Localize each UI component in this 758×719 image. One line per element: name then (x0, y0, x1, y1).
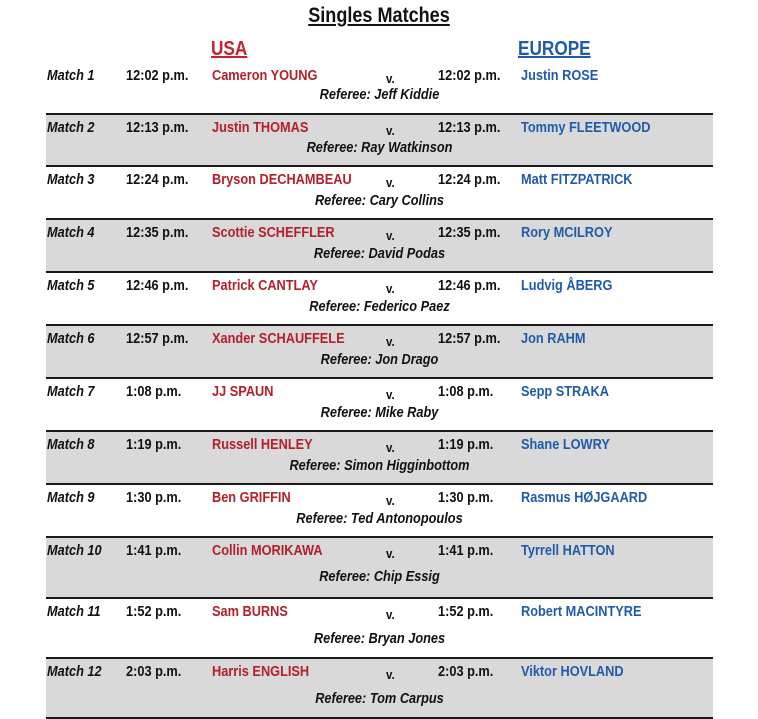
match-row (46, 167, 713, 220)
europe-player-name: Rory MCILROY (521, 225, 613, 241)
match-number: Match 12 (47, 664, 102, 680)
referee-label: Referee: Mike Raby (320, 405, 439, 421)
page-title: Singles Matches (308, 4, 450, 27)
europe-player-name: Viktor HOVLAND (521, 664, 624, 680)
match-number: Match 9 (47, 490, 95, 506)
usa-tee-time: 1:19 p.m. (126, 437, 182, 453)
versus-label: v. (386, 440, 395, 455)
usa-player-name: Xander SCHAUFFELE (212, 331, 345, 347)
europe-tee-time: 12:57 p.m. (438, 331, 501, 347)
europe-player-name: Tyrrell HATTON (521, 543, 615, 559)
versus-label: v. (386, 228, 395, 243)
europe-player-name: Matt FITZPATRICK (521, 172, 633, 188)
versus-label: v. (386, 123, 395, 138)
europe-tee-time: 1:52 p.m. (438, 604, 494, 620)
europe-player-name: Sepp STRAKA (521, 384, 609, 400)
match-row (46, 538, 713, 599)
match-row (46, 220, 713, 273)
versus-label: v. (386, 493, 395, 508)
usa-tee-time: 12:57 p.m. (126, 331, 189, 347)
referee-label: Referee: Tom Carpus (315, 691, 444, 707)
match-row (46, 273, 713, 326)
usa-tee-time: 1:08 p.m. (126, 384, 182, 400)
usa-player-name: Patrick CANTLAY (212, 278, 318, 294)
match-row (46, 326, 713, 379)
europe-player-name: Justin ROSE (521, 68, 599, 84)
versus-label: v. (386, 387, 395, 402)
usa-tee-time: 1:30 p.m. (126, 490, 182, 506)
europe-tee-time: 12:24 p.m. (438, 172, 501, 188)
europe-player-name: Tommy FLEETWOOD (521, 120, 651, 136)
europe-tee-time: 2:03 p.m. (438, 664, 494, 680)
europe-player-name: Jon RAHM (521, 331, 586, 347)
match-row (46, 599, 713, 659)
referee-label: Referee: Chip Essig (319, 569, 440, 585)
usa-tee-time: 12:13 p.m. (126, 120, 189, 136)
versus-label: v. (386, 71, 395, 86)
match-number: Match 11 (47, 604, 101, 620)
match-number: Match 1 (47, 68, 95, 84)
match-number: Match 3 (47, 172, 95, 188)
versus-label: v. (386, 175, 395, 190)
match-row (46, 485, 713, 538)
usa-player-name: Collin MORIKAWA (212, 543, 323, 559)
match-number: Match 2 (47, 120, 95, 136)
europe-tee-time: 12:46 p.m. (438, 278, 501, 294)
versus-label: v. (386, 334, 395, 349)
usa-tee-time: 2:03 p.m. (126, 664, 182, 680)
team-usa-heading: USA (211, 38, 248, 60)
usa-tee-time: 12:35 p.m. (126, 225, 189, 241)
versus-label: v. (386, 667, 395, 682)
usa-tee-time: 12:02 p.m. (126, 68, 189, 84)
europe-player-name: Rasmus HØJGAARD (521, 490, 648, 506)
team-europe-heading: EUROPE (518, 38, 591, 60)
usa-player-name: Justin THOMAS (212, 120, 309, 136)
versus-label: v. (386, 546, 395, 561)
europe-tee-time: 1:08 p.m. (438, 384, 494, 400)
usa-player-name: JJ SPAUN (212, 384, 274, 400)
europe-tee-time: 12:02 p.m. (438, 68, 501, 84)
referee-label: Referee: Ray Watkinson (306, 140, 453, 156)
usa-player-name: Scottie SCHEFFLER (212, 225, 335, 241)
europe-player-name: Shane LOWRY (521, 437, 610, 453)
match-number: Match 4 (47, 225, 95, 241)
referee-label: Referee: Jeff Kiddie (319, 87, 440, 103)
match-row (46, 432, 713, 485)
usa-tee-time: 1:52 p.m. (126, 604, 182, 620)
usa-player-name: Russell HENLEY (212, 437, 313, 453)
referee-label: Referee: David Podas (313, 246, 446, 262)
match-row (46, 659, 713, 719)
usa-player-name: Harris ENGLISH (212, 664, 310, 680)
versus-label: v. (386, 607, 395, 622)
match-number: Match 5 (47, 278, 95, 294)
referee-label: Referee: Cary Collins (314, 193, 445, 209)
usa-player-name: Cameron YOUNG (212, 68, 318, 84)
usa-tee-time: 1:41 p.m. (126, 543, 182, 559)
europe-player-name: Ludvig ÅBERG (521, 278, 613, 294)
referee-label: Referee: Simon Higginbottom (289, 458, 470, 474)
europe-tee-time: 1:41 p.m. (438, 543, 494, 559)
usa-player-name: Bryson DECHAMBEAU (212, 172, 352, 188)
europe-tee-time: 1:30 p.m. (438, 490, 494, 506)
europe-tee-time: 12:35 p.m. (438, 225, 501, 241)
match-row (46, 115, 713, 167)
match-number: Match 10 (47, 543, 102, 559)
usa-player-name: Ben GRIFFIN (212, 490, 291, 506)
europe-player-name: Robert MACINTYRE (521, 604, 642, 620)
europe-tee-time: 12:13 p.m. (438, 120, 501, 136)
europe-tee-time: 1:19 p.m. (438, 437, 494, 453)
match-row (46, 379, 713, 432)
match-number: Match 8 (47, 437, 95, 453)
match-row (46, 64, 713, 115)
referee-label: Referee: Federico Paez (309, 299, 450, 315)
usa-tee-time: 12:46 p.m. (126, 278, 189, 294)
referee-label: Referee: Bryan Jones (313, 631, 446, 647)
usa-player-name: Sam BURNS (212, 604, 288, 620)
referee-label: Referee: Ted Antonopoulos (296, 511, 463, 527)
match-number: Match 6 (47, 331, 95, 347)
referee-label: Referee: Jon Drago (320, 352, 439, 368)
match-number: Match 7 (47, 384, 95, 400)
versus-label: v. (386, 281, 395, 296)
usa-tee-time: 12:24 p.m. (126, 172, 189, 188)
matches-table (46, 64, 713, 719)
